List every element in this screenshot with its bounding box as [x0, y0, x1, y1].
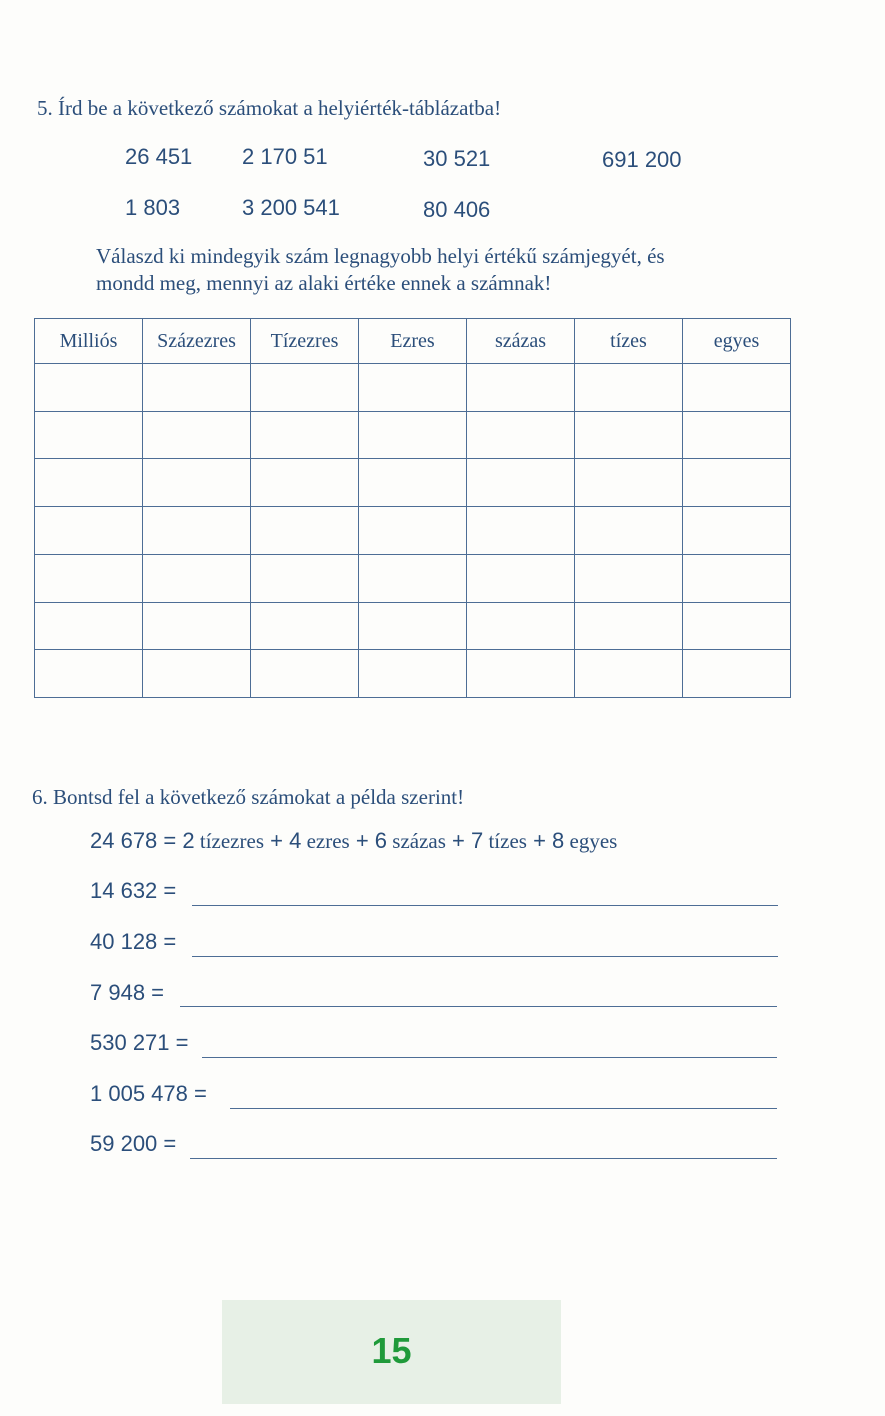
- table-row: [35, 459, 791, 507]
- answer-line[interactable]: [192, 905, 778, 906]
- table-cell[interactable]: [143, 459, 251, 507]
- table-row: [35, 554, 791, 602]
- table-cell[interactable]: [251, 364, 359, 412]
- answer-line[interactable]: [190, 1158, 777, 1159]
- example-lhs: 24 678 =: [90, 828, 183, 853]
- table-cell[interactable]: [251, 507, 359, 555]
- table-cell[interactable]: [251, 411, 359, 459]
- table-cell[interactable]: [683, 602, 791, 650]
- example-equation: [90, 828, 617, 854]
- number-item: 26 451: [125, 144, 193, 169]
- table-cell[interactable]: [35, 602, 143, 650]
- table-cell[interactable]: [35, 554, 143, 602]
- example-word: százas: [387, 829, 446, 853]
- table-cell[interactable]: [467, 602, 575, 650]
- table-cell[interactable]: [143, 602, 251, 650]
- table-cell[interactable]: [575, 411, 683, 459]
- table-cell[interactable]: [575, 364, 683, 412]
- answer-line[interactable]: [192, 956, 778, 957]
- table-cell[interactable]: [467, 411, 575, 459]
- example-word: ezres: [301, 829, 350, 853]
- table-cell[interactable]: [575, 650, 683, 698]
- table-cell[interactable]: [575, 459, 683, 507]
- place-value-table: [34, 318, 791, 698]
- answer-line[interactable]: [230, 1108, 777, 1109]
- header-ezres: Ezres: [359, 319, 467, 364]
- example-word: egyes: [564, 829, 618, 853]
- table-cell[interactable]: [143, 411, 251, 459]
- instruction-line: Válaszd ki mindegyik szám legnagyobb helyi értékű számjegyét, és: [96, 244, 665, 268]
- table-cell[interactable]: [575, 507, 683, 555]
- table-cell[interactable]: [143, 364, 251, 412]
- exercise-label: 1 005 478 =: [90, 1081, 207, 1106]
- header-szazezres: Százezres: [143, 319, 251, 364]
- table-cell[interactable]: [251, 459, 359, 507]
- table-cell[interactable]: [35, 459, 143, 507]
- table-row: [35, 650, 791, 698]
- table-cell[interactable]: [467, 507, 575, 555]
- table-cell[interactable]: [683, 411, 791, 459]
- header-egyes: egyes: [683, 319, 791, 364]
- table-row: [35, 507, 791, 555]
- header-tizes: tízes: [575, 319, 683, 364]
- table-cell[interactable]: [251, 602, 359, 650]
- table-cell[interactable]: [467, 650, 575, 698]
- exercise-label: 59 200 =: [90, 1131, 177, 1156]
- table-cell[interactable]: [683, 554, 791, 602]
- instruction-line: mondd meg, mennyi az alaki értéke ennek a számnak!: [96, 271, 552, 295]
- table-cell[interactable]: [359, 650, 467, 698]
- example-digit: + 4: [264, 828, 302, 853]
- table-cell[interactable]: [359, 411, 467, 459]
- table-cell[interactable]: [35, 411, 143, 459]
- table-cell[interactable]: [251, 650, 359, 698]
- example-digit: 2: [182, 828, 195, 853]
- answer-line[interactable]: [180, 1006, 777, 1007]
- example-word: tízes: [483, 829, 527, 853]
- table-cell[interactable]: [575, 554, 683, 602]
- example-digit: + 6: [349, 828, 388, 853]
- table-row: [35, 411, 791, 459]
- table-cell[interactable]: [359, 602, 467, 650]
- task5-title: 5. Írd be a következő számokat a helyiérték-táblázatba!: [37, 96, 502, 120]
- exercise-label: 40 128 =: [90, 929, 177, 954]
- header-szazas: százas: [467, 319, 575, 364]
- page-number-box: [222, 1300, 561, 1404]
- table-cell[interactable]: [143, 507, 251, 555]
- table-cell[interactable]: [575, 602, 683, 650]
- header-tizezres: Tízezres: [251, 319, 359, 364]
- table-cell[interactable]: [143, 650, 251, 698]
- table-cell[interactable]: [359, 364, 467, 412]
- table-cell[interactable]: [359, 507, 467, 555]
- exercise-label: 7 948 =: [90, 980, 165, 1005]
- table-cell[interactable]: [359, 554, 467, 602]
- table-cell[interactable]: [683, 364, 791, 412]
- table-cell[interactable]: [683, 650, 791, 698]
- number-item: 1 803: [125, 195, 181, 220]
- table-cell[interactable]: [467, 459, 575, 507]
- number-item: 30 521: [423, 146, 491, 171]
- table-cell[interactable]: [467, 554, 575, 602]
- example-digit: + 8: [526, 828, 565, 853]
- table-cell[interactable]: [35, 507, 143, 555]
- table-cell[interactable]: [35, 650, 143, 698]
- table-cell[interactable]: [683, 507, 791, 555]
- table-row: [35, 602, 791, 650]
- table-cell[interactable]: [467, 364, 575, 412]
- table-cell[interactable]: [143, 554, 251, 602]
- task5-instruction: [96, 243, 665, 297]
- table-header-row: [35, 319, 791, 364]
- table-row: [35, 364, 791, 412]
- answer-line[interactable]: [202, 1057, 777, 1058]
- header-millios: Milliós: [35, 319, 143, 364]
- number-item: 3 200 541: [242, 195, 340, 220]
- page-number: 15: [371, 1330, 412, 1371]
- table-cell[interactable]: [359, 459, 467, 507]
- table-cell[interactable]: [683, 459, 791, 507]
- exercise-label: 14 632 =: [90, 878, 177, 903]
- number-item: 80 406: [423, 197, 491, 222]
- table-cell[interactable]: [35, 364, 143, 412]
- exercise-label: 530 271 =: [90, 1030, 189, 1055]
- example-word: tízezres: [194, 829, 264, 853]
- number-item: 2 170 51: [242, 144, 328, 169]
- number-item: 691 200: [602, 147, 682, 172]
- task6-title: 6. Bontsd fel a következő számokat a példa szerint!: [32, 785, 465, 809]
- example-digit: + 7: [445, 828, 484, 853]
- table-cell[interactable]: [251, 554, 359, 602]
